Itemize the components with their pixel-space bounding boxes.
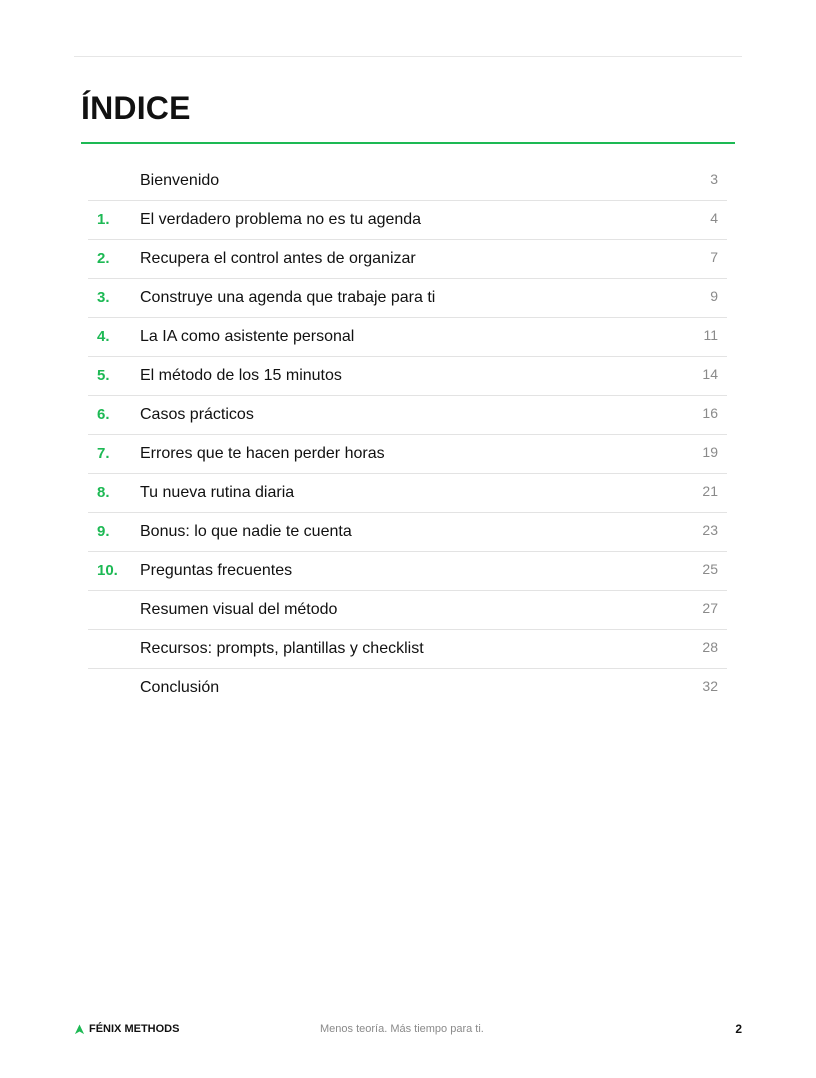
table-of-contents: [88, 162, 727, 707]
toc-entry[interactable]: [88, 162, 727, 201]
toc-entry-title: Construye una agenda que trabaje para ti: [140, 289, 436, 306]
toc-entry-page: 28: [702, 639, 718, 655]
toc-entry-page: 4: [710, 210, 718, 226]
toc-entry-page: 25: [702, 561, 718, 577]
toc-entry-title: Preguntas frecuentes: [140, 562, 293, 579]
footer-tagline: Menos teoría. Más tiempo para ti.: [320, 1023, 484, 1035]
toc-entry[interactable]: [88, 669, 727, 707]
phoenix-logo-icon: [74, 1024, 85, 1035]
toc-entry-page: 3: [710, 171, 718, 187]
toc-entry-page: 23: [702, 522, 718, 538]
toc-entry[interactable]: [88, 630, 727, 669]
toc-entry-title: Casos prácticos: [140, 406, 254, 423]
toc-entry-page: 14: [702, 366, 718, 382]
toc-entry[interactable]: [88, 591, 727, 630]
toc-entry-title: Resumen visual del método: [140, 601, 338, 618]
toc-entry-title: Bonus: lo que nadie te cuenta: [140, 523, 352, 540]
toc-entry[interactable]: [88, 396, 727, 435]
toc-entry-title: El método de los 15 minutos: [140, 367, 342, 384]
toc-entry[interactable]: [88, 318, 727, 357]
toc-entry-page: 11: [703, 327, 718, 343]
brand-name: FÉNIX METHODS: [89, 1023, 180, 1035]
toc-entry-title: Tu nueva rutina diaria: [140, 484, 295, 501]
toc-entry-title: Errores que te hacen perder horas: [140, 445, 385, 462]
toc-entry-page: 9: [710, 288, 718, 304]
brand: [74, 1018, 179, 1040]
toc-entry-title: Recupera el control antes de organizar: [140, 250, 416, 267]
toc-entry-number: 4.: [97, 328, 110, 345]
toc-entry-number: 5.: [97, 367, 110, 384]
page-number: 2: [735, 1022, 742, 1036]
toc-entry[interactable]: [88, 357, 727, 396]
toc-entry-number: 1.: [97, 211, 110, 228]
title-underline: [81, 142, 735, 144]
toc-entry[interactable]: [88, 474, 727, 513]
toc-entry-title: Conclusión: [140, 679, 220, 696]
toc-entry[interactable]: [88, 552, 727, 591]
page-title: ÍNDICE: [81, 90, 191, 126]
toc-entry-title: La IA como asistente personal: [140, 328, 355, 345]
toc-entry-title: Bienvenido: [140, 172, 220, 189]
toc-entry-number: 10.: [97, 562, 118, 579]
toc-entry[interactable]: [88, 240, 727, 279]
toc-entry[interactable]: [88, 513, 727, 552]
toc-entry-title: Recursos: prompts, plantillas y checklist: [140, 640, 424, 657]
toc-entry[interactable]: [88, 201, 727, 240]
toc-entry-page: 7: [710, 249, 718, 265]
toc-entry-page: 32: [702, 678, 718, 694]
toc-entry[interactable]: [88, 279, 727, 318]
header-divider: [74, 56, 742, 57]
toc-entry-number: 8.: [97, 484, 110, 501]
toc-entry-page: 16: [702, 405, 718, 421]
page-footer: [74, 1018, 742, 1040]
toc-entry-page: 19: [702, 444, 718, 460]
toc-entry-title: El verdadero problema no es tu agenda: [140, 211, 422, 228]
toc-entry-number: 6.: [97, 406, 110, 423]
toc-entry-number: 9.: [97, 523, 110, 540]
toc-entry[interactable]: [88, 435, 727, 474]
toc-entry-number: 3.: [97, 289, 110, 306]
toc-entry-page: 27: [702, 600, 718, 616]
toc-entry-page: 21: [702, 483, 718, 499]
toc-entry-number: 7.: [97, 445, 110, 462]
toc-entry-number: 2.: [97, 250, 110, 267]
